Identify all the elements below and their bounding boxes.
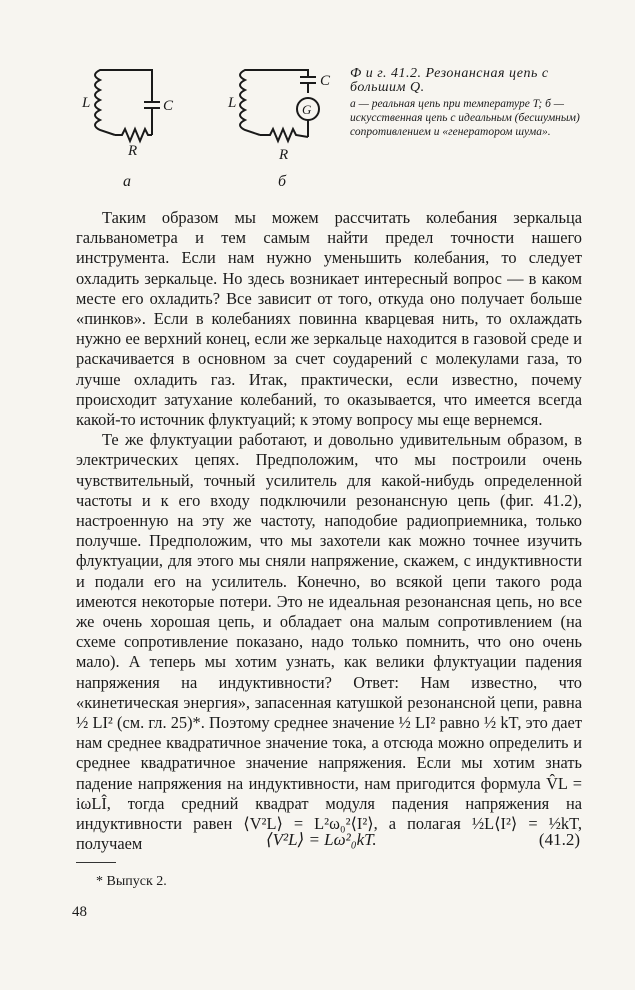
circuit-b-C-label: C <box>320 73 331 89</box>
formula-41-2 <box>76 830 582 854</box>
paragraph-2: Те же флуктуации работают, и довольно удивительным образом, в электрических цепях. Предположим, что мы построили очень чувствительный, точный усилитель для какой-нибудь определенной частоты и к его входу подключили резонансную цепь (фиг. 41.2), настроенную на эту же частоту, наподобие радиоприемника, только получше. Предположим, что мы захотели как можно точнее изучить флуктуации, для этого мы сняли напряжение, скажем, с индуктивности и подали его на усилитель. Конечно, во всякой цепи такого рода имеются некоторые потери. Это не идеальная резонансная цепь, но все же очень хорошая цепь, и обладает она малым сопротивлением (на схеме сопротивление показано, надо только помнить, что оно очень мало). А теперь мы хотим узнать, как велики флуктуации падения напряжения на индуктивности? Ответ: Нам известно, что «кинетическая энергия», запасенная катушкой резонансной цепи, равна ½ LI² (см. гл. 25)*. Поэтому среднее значение ½ LI² равно ½ kT, это дает нам среднее квадратичное значение тока, а отсюда можно определить и среднее квадратичное значение напряжения. Если мы хотим знать падение напряжения на индуктивности, нам пригодится формула V̂L = iωLÎ, тогда средний квадрат модуля падения напряжения на индуктивности равен ⟨V²L⟩ = L²ω₀²⟨I²⟩, а полагая ½L⟨I²⟩ = ½kT, получаем <box>76 430 582 854</box>
paragraph-1: Таким образом мы можем рассчитать колебания зеркальца гальванометра и тем самым найти предел точности нашего инструмента. Если нам нужно уменьшить колебания, то следует охладить зеркальце. Но здесь возникает интересный вопрос — в каком месте его охладить? Все зависит от того, откуда оно получает больше «пинков». Если в колебаниях повинна кварцевая нить, то охлаждать нужно ее верхний конец, если же зеркальце находится в газовой среде и раскачивается в основном за счет соударений с молекулами газа, то лучше охладить газ. Итак, практически, если известно, почему происходит затухание колебаний, то оказывается, что имеется всегда какой-то источник флуктуаций; к этому вопросу мы еще вернемся. <box>76 208 582 430</box>
figure-41-2 <box>70 55 590 205</box>
footnote-divider <box>76 862 116 863</box>
caption-text: а — реальная цепь при температуре T; б — искусственная цепь с идеальным (бесшумным) сопротивлением и «генератором шума». <box>350 98 580 138</box>
figure-caption <box>350 67 590 139</box>
circuit-a-sublabel: а <box>123 173 131 190</box>
formula-number: (41.2) <box>538 830 580 849</box>
caption-title: Ф и г. 41.2. Резонансная цепь с большим Q. <box>350 66 549 95</box>
page-number: 48 <box>72 904 87 920</box>
footnote: * Выпуск 2. <box>96 874 167 889</box>
formula-expression: ⟨V²L⟩ = Lω²₀kT. <box>266 830 377 849</box>
circuit-b-G-label: G <box>302 102 312 117</box>
circuit-a-R-label: R <box>128 143 138 159</box>
circuit-b-R-label: R <box>279 147 289 163</box>
circuit-a-L-label: L <box>82 95 91 111</box>
circuit-a <box>95 70 160 141</box>
body-text <box>76 208 582 855</box>
circuit-b-L-label: L <box>228 95 237 111</box>
circuit-diagrams <box>70 55 350 205</box>
circuit-b-sublabel: б <box>278 173 287 190</box>
circuit-a-C-label: C <box>163 98 174 114</box>
